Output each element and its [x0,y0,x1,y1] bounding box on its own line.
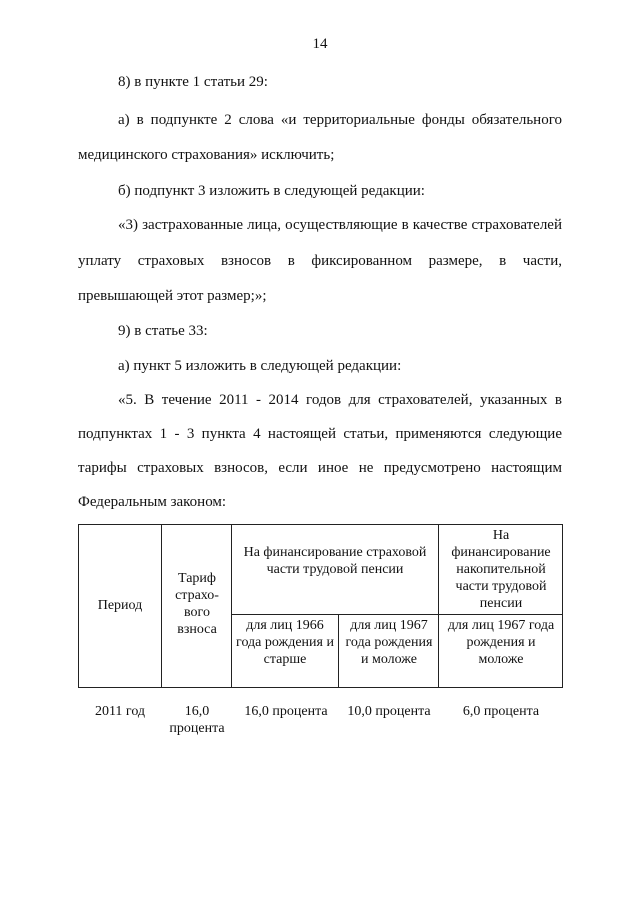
header-funded-born-1967-younger: для лиц 1967 года рождения и моложе [447,618,555,667]
header-funded-part: На финансирование накопительной части трудовой пенсии [451,528,551,611]
paragraph-8b: б) подпункт 3 изложить в следующей редакции: [118,183,425,199]
page-number: 14 [312,36,328,52]
cell-period: 2011 год [94,704,146,719]
cell-tariff: 16,0 процента [169,704,225,736]
paragraph-3-line1: «3) застрахованные лица, осуществляющие в качестве страхователей [118,217,562,233]
paragraph-8: 8) в пункте 1 статьи 29: [118,74,268,90]
header-tariff: Тариф страхо- вого взноса [175,571,219,637]
paragraph-9: 9) в статье 33: [118,323,208,339]
header-born-1967-younger: для лиц 1967 года рождения и моложе [345,618,433,667]
header-period: Период [97,598,143,613]
cell-funded: 6,0 процента [462,704,540,719]
paragraph-3-line3: превышающей этот размер;»; [78,288,267,304]
paragraph-5-line2: подпунктах 1 - 3 пункта 4 настоящей статьи, применяются следующие [78,426,562,442]
paragraph-8a-line2: медицинского страхования» исключить; [78,147,335,163]
paragraph-8a-line1: а) в подпункте 2 слова «и территориальные фонды обязательного [118,112,562,128]
paragraph-5-line1: «5. В течение 2011 - 2014 годов для страхователей, указанных в [118,392,562,408]
paragraph-5-line3: тарифы страховых взносов, если иное не предусмотрено настоящим [78,460,562,476]
cell-insurance-older: 16,0 процента [244,704,328,719]
cell-insurance-younger: 10,0 процента [347,704,431,719]
header-insurance-part: На финансирование страховой части трудовой пенсии [243,545,427,577]
paragraph-5-line4: Федеральным законом: [78,494,227,510]
paragraph-3-line2: уплату страховых взносов в фиксированном размере, в части, [78,253,562,269]
header-born-1966-older: для лиц 1966 года рождения и старше [236,618,334,667]
paragraph-9a: а) пункт 5 изложить в следующей редакции: [118,358,402,374]
